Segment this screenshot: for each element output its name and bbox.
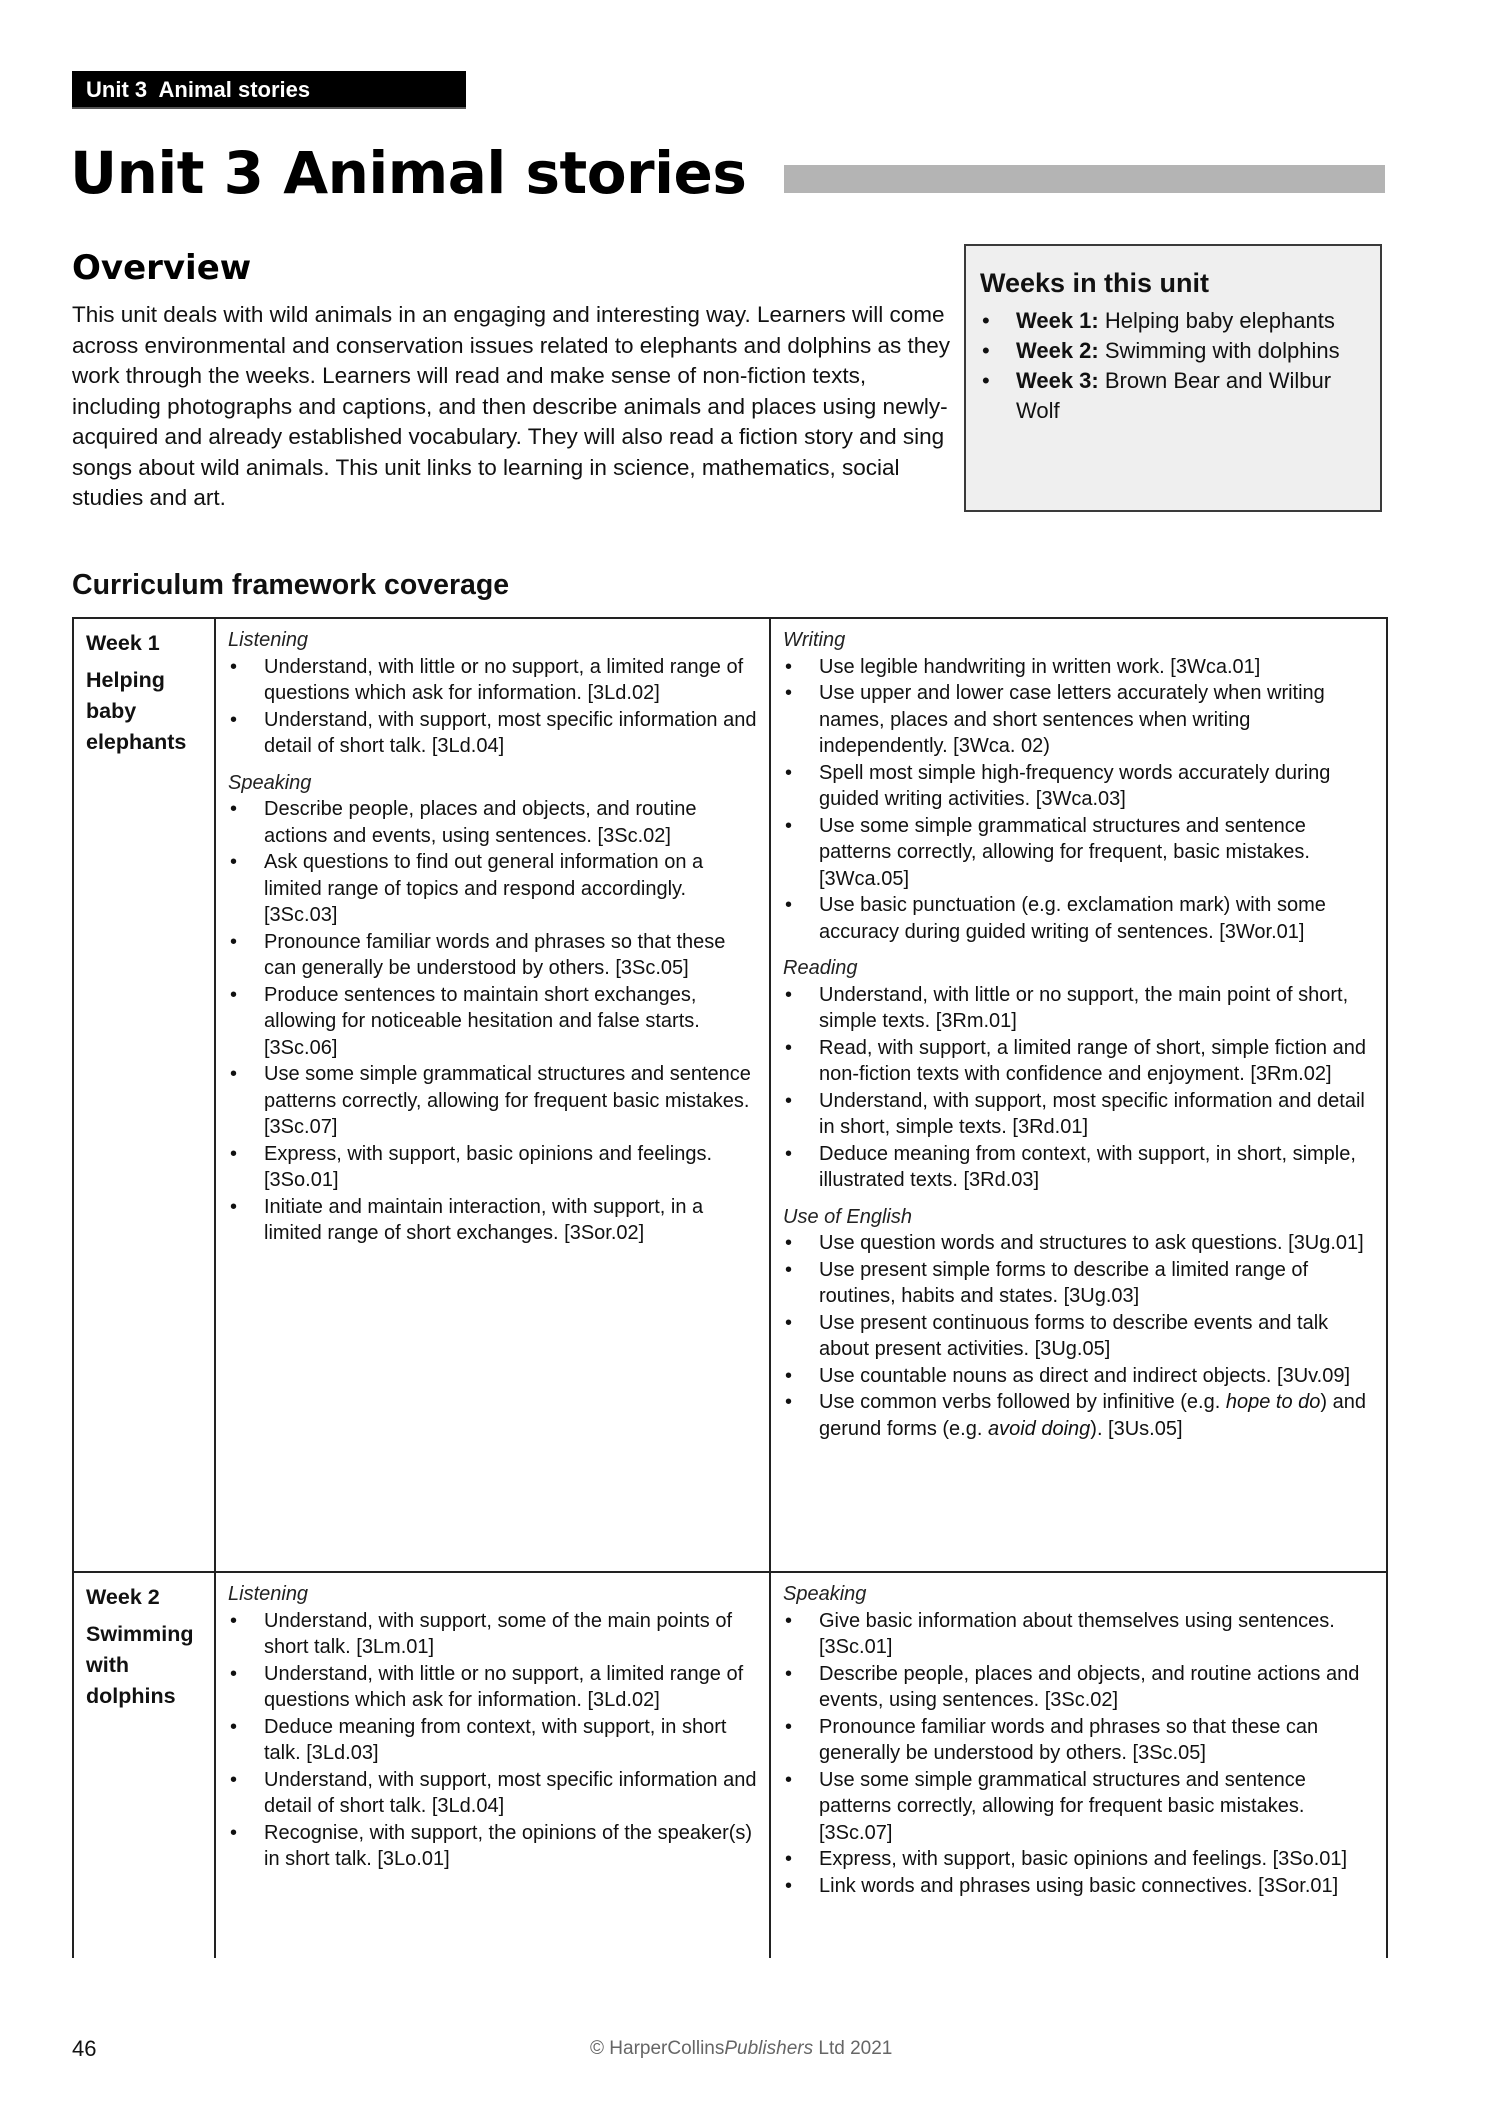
bullet-icon: •	[230, 1768, 238, 1791]
objective-text: Read, with support, a limited range of short, simple fiction and non-fiction texts with confidence and enjoyment. [3Rm.02]	[819, 1036, 1366, 1085]
weeks-in-unit-box	[964, 244, 1382, 512]
bullet-icon: •	[785, 1874, 793, 1897]
skill-section	[228, 770, 759, 1247]
objective-text: Understand, with little or no support, a limited range of questions which ask for information. [3Ld.02]	[264, 655, 744, 704]
bullet-icon: •	[230, 930, 238, 953]
objective-text-fragment: ). [3Us.05]	[1090, 1417, 1183, 1440]
bullet-icon: •	[982, 338, 990, 363]
bullet-icon: •	[230, 655, 238, 678]
objective-item	[783, 892, 1376, 945]
skill-section	[783, 955, 1376, 1194]
bullet-icon: •	[785, 1311, 793, 1334]
objective-item	[783, 1141, 1376, 1194]
curriculum-row	[73, 1572, 1387, 1958]
objective-text: Initiate and maintain interaction, with support, in a limited range of short exchanges. [3Sor.02]	[264, 1195, 704, 1244]
week-label: Week 1:	[1016, 308, 1099, 333]
objective-item	[228, 707, 759, 760]
objective-list	[228, 654, 759, 760]
skills-cell-b	[770, 1572, 1387, 1958]
skill-name: Listening	[228, 1583, 309, 1605]
bullet-icon: •	[230, 983, 238, 1006]
objective-item	[228, 1608, 759, 1661]
bullet-icon: •	[785, 1089, 793, 1112]
objective-text: Use some simple grammatical structures and sentence patterns correctly, allowing for frequent basic mistakes. [3Sc.07]	[819, 1768, 1306, 1844]
week-text: Helping baby elephants	[1104, 308, 1335, 333]
objective-item	[783, 1257, 1376, 1310]
bullet-icon: •	[785, 1258, 793, 1281]
weeks-box-heading: Weeks in this unit	[980, 268, 1210, 298]
objective-text: Express, with support, basic opinions and feelings. [3So.01]	[819, 1848, 1348, 1870]
objective-item	[783, 1310, 1376, 1363]
objective-text: Describe people, places and objects, and routine actions and events, using sentences. [3Sc.02]	[819, 1662, 1360, 1711]
objective-item	[783, 760, 1376, 813]
skill-name: Listening	[228, 629, 309, 651]
bullet-icon: •	[230, 851, 238, 873]
objective-item	[783, 654, 1376, 681]
objective-text: Give basic information about themselves using sentences. [3Sc.01]	[819, 1609, 1335, 1658]
bullet-icon: •	[785, 1768, 793, 1791]
objective-item	[228, 982, 759, 1062]
objective-item	[228, 654, 759, 707]
objective-item	[783, 1088, 1376, 1141]
objective-text: Pronounce familiar words and phrases so that these can generally be understood by others. [3Sc.05]	[264, 930, 726, 979]
objective-text: Express, with support, basic opinions and feelings. [3So.01]	[264, 1142, 713, 1191]
copyright-italic: Publishers	[724, 2038, 814, 2059]
objective-item	[783, 1363, 1376, 1390]
skill-section	[228, 1581, 759, 1873]
skill-name: Writing	[783, 629, 846, 651]
week-cell	[73, 1572, 215, 1958]
objective-text: Describe people, places and objects, and routine actions and events, using sentences. [3Sc.02]	[264, 798, 697, 847]
weeks-list-item	[980, 306, 1366, 336]
week-number: Week 2	[86, 1585, 160, 1609]
bullet-icon: •	[230, 798, 238, 820]
objective-item	[228, 929, 759, 982]
objective-text: Understand, with support, most specific information and detail of short talk. [3Ld.04]	[264, 1768, 757, 1817]
weeks-list	[980, 306, 1366, 426]
bullet-icon: •	[785, 1142, 793, 1165]
week-cell	[73, 618, 215, 1572]
skill-section	[783, 1581, 1376, 1899]
skills-cell-a	[215, 1572, 770, 1958]
objective-text: Use basic punctuation (e.g. exclamation mark) with some accuracy during guided writing of sentences. [3Wor.01]	[819, 894, 1326, 943]
skill-name: Use of English	[783, 1205, 912, 1228]
objective-text: Understand, with support, most specific information and detail of short talk. [3Ld.04]	[264, 708, 757, 757]
bullet-icon: •	[785, 1662, 793, 1685]
weeks-list-item	[980, 336, 1366, 366]
objective-list	[783, 654, 1376, 946]
objective-item	[783, 982, 1376, 1035]
skill-section	[783, 1204, 1376, 1443]
week-label: Week 2:	[1016, 338, 1099, 363]
bullet-icon: •	[785, 682, 793, 704]
weeks-list-item	[980, 366, 1366, 426]
objective-text: Recognise, with support, the opinions of the speaker(s) in short talk. [3Lo.01]	[264, 1821, 753, 1870]
objective-item	[228, 1714, 759, 1767]
objective-item	[228, 1141, 759, 1194]
objective-list	[783, 1230, 1376, 1442]
week-label: Week 3:	[1016, 368, 1099, 393]
bullet-icon: •	[230, 1609, 238, 1632]
objective-item	[228, 1061, 759, 1141]
bullet-icon: •	[230, 1063, 238, 1085]
objective-item	[783, 1661, 1376, 1714]
overview-heading: Overview	[72, 248, 252, 288]
objective-text: Deduce meaning from context, with support, in short, simple, illustrated texts. [3Rd.03]	[819, 1142, 1356, 1191]
objective-text: Link words and phrases using basic connectives. [3Sor.01]	[819, 1874, 1339, 1897]
bullet-icon: •	[785, 983, 793, 1006]
skill-name: Speaking	[783, 1583, 867, 1605]
objective-text: Use upper and lower case letters accurately when writing names, places and short sentences when writing independently. [3Wca. 02)	[819, 682, 1325, 757]
week-title: Helping baby elephants	[86, 668, 187, 754]
objective-item	[228, 796, 759, 849]
bullet-icon: •	[785, 1232, 793, 1254]
curriculum-heading: Curriculum framework coverage	[72, 569, 510, 601]
objective-text: Ask questions to find out general information on a limited range of topics and respond accordingly. [3Sc.03]	[264, 851, 704, 926]
skills-cell-a	[215, 618, 770, 1572]
page-number: 46	[72, 2036, 97, 2061]
objective-text-fragment: ) and gerund forms (e.g.	[819, 1391, 1366, 1440]
objective-item	[783, 1767, 1376, 1847]
objective-text: Understand, with support, some of the main points of short talk. [3Lm.01]	[264, 1609, 733, 1658]
bullet-icon: •	[785, 814, 793, 837]
page-title: Unit 3 Animal stories	[70, 139, 747, 207]
bullet-icon: •	[785, 1364, 793, 1387]
week-text: Brown Bear and Wilbur Wolf	[1016, 368, 1332, 423]
objective-item	[783, 813, 1376, 893]
skill-section	[228, 627, 759, 760]
objective-text-fragment: Use common verbs followed by infinitive (e.g.	[819, 1391, 1226, 1413]
bullet-icon: •	[785, 761, 793, 784]
objective-text: Understand, with support, most specific information and detail in short, simple texts. [3Rd.01]	[819, 1089, 1365, 1138]
objective-text: Use some simple grammatical structures and sentence patterns correctly, allowing for frequent basic mistakes. [3Sc.07]	[264, 1063, 751, 1138]
objective-text: Understand, with little or no support, the main point of short, simple texts. [3Rm.01]	[819, 983, 1349, 1032]
objective-text: Understand, with little or no support, a limited range of questions which ask for information. [3Ld.02]	[264, 1662, 744, 1711]
objective-item	[228, 1820, 759, 1873]
objective-text: Produce sentences to maintain short exchanges, allowing for noticeable hesitation and false starts. [3Sc.06]	[264, 983, 700, 1059]
bullet-icon: •	[230, 1142, 238, 1165]
objective-item	[783, 1389, 1376, 1442]
objective-item	[228, 849, 759, 929]
bullet-icon: •	[785, 1848, 793, 1870]
week-text: Swimming with dolphins	[1104, 338, 1340, 363]
bullet-icon: •	[785, 1715, 793, 1738]
objective-item	[783, 1035, 1376, 1088]
running-head: Unit 3 Animal stories	[72, 71, 466, 109]
bullet-icon: •	[785, 655, 793, 678]
bullet-icon: •	[982, 308, 990, 333]
copyright-prefix: © HarperCollins	[590, 2038, 725, 2059]
objective-item	[228, 1767, 759, 1820]
week-number: Week 1	[86, 631, 160, 655]
objective-text-fragment: avoid doing	[987, 1417, 1091, 1440]
copyright-suffix: Ltd 2021	[813, 2038, 893, 2059]
bullet-icon: •	[230, 1195, 238, 1218]
objective-text: Use countable nouns as direct and indirect objects. [3Uv.09]	[819, 1364, 1351, 1387]
objective-list	[783, 982, 1376, 1194]
objective-list	[228, 1608, 759, 1873]
objective-list	[228, 796, 759, 1247]
objective-item	[783, 1873, 1376, 1900]
objective-item	[783, 1714, 1376, 1767]
curriculum-row	[73, 618, 1387, 1572]
copyright-notice	[590, 2038, 892, 2060]
bullet-icon: •	[785, 1609, 793, 1632]
objective-text: Pronounce familiar words and phrases so that these can generally be understood by others. [3Sc.05]	[819, 1715, 1319, 1764]
skill-name: Speaking	[228, 771, 312, 794]
objective-text: Use some simple grammatical structures and sentence patterns correctly, allowing for frequent, basic mistakes. [3Wca.05]	[819, 814, 1310, 890]
objective-text: Use question words and structures to ask questions. [3Ug.01]	[819, 1232, 1364, 1254]
objective-text: Use present continuous forms to describe events and talk about present activities. [3Ug.05]	[819, 1311, 1329, 1360]
bullet-icon: •	[230, 708, 238, 731]
bullet-icon: •	[230, 1662, 238, 1685]
bullet-icon: •	[785, 1036, 793, 1059]
objective-text: Use present simple forms to describe a limited range of routines, habits and states. [3Ug.03]	[819, 1258, 1309, 1307]
bullet-icon: •	[785, 894, 793, 916]
objective-text: Spell most simple high-frequency words accurately during guided writing activities. [3Wca.03]	[819, 761, 1331, 810]
skills-cell-b	[770, 618, 1387, 1572]
objective-item	[228, 1661, 759, 1714]
objective-item	[783, 1230, 1376, 1257]
title-decorative-bar	[784, 165, 1385, 193]
bullet-icon: •	[982, 368, 990, 393]
objective-text: Use legible handwriting in written work. [3Wca.01]	[819, 655, 1261, 678]
bullet-icon: •	[230, 1715, 238, 1738]
skill-section	[783, 627, 1376, 945]
bullet-icon: •	[785, 1391, 793, 1413]
week-title: Swimming with dolphins	[86, 1622, 194, 1708]
skill-name: Reading	[783, 957, 858, 979]
objective-item	[783, 680, 1376, 760]
objective-item	[228, 1194, 759, 1247]
objective-text: Deduce meaning from context, with support, in short talk. [3Ld.03]	[264, 1715, 727, 1764]
curriculum-table	[72, 617, 1388, 1958]
bullet-icon: •	[230, 1821, 238, 1844]
objective-text-fragment: hope to do	[1225, 1391, 1321, 1413]
overview-body: This unit deals with wild animals in an engaging and interesting way. Learners will come across environmental and conservation issues related to elephants and dolphins as they work through the weeks. Learners will read and make sense of non-fiction texts, including photographs and captions, and then describe animals and places using newly-acquired and already established vocabulary. They will also read a fiction story and sing songs about wild animals. This unit links to learning in science, mathematics, social studies and art.	[72, 302, 951, 510]
objective-item	[783, 1608, 1376, 1661]
objective-list	[783, 1608, 1376, 1900]
objective-item	[783, 1846, 1376, 1873]
